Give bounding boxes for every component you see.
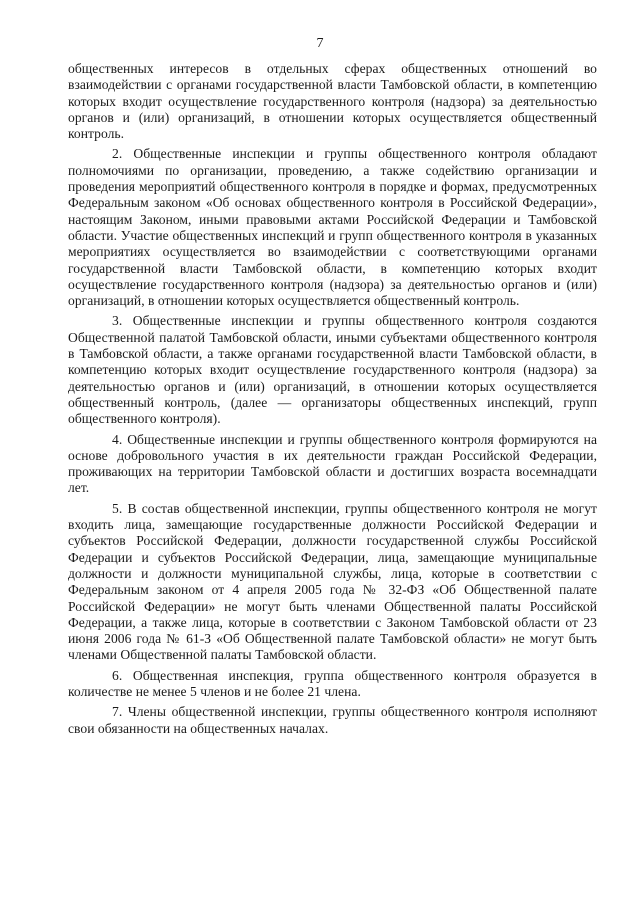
paragraph-4: 4. Общественные инспекции и группы общественного контроля формируются на основе добровольного участия в их деятельности граждан Российской Федерации, проживающих на территории Тамбовской области и достигших возраста восемнадцати лет. — [68, 431, 597, 496]
paragraph-7: 7. Члены общественной инспекции, группы общественного контроля исполняют свои обязанности на общественных началах. — [68, 704, 597, 736]
paragraph-5: 5. В состав общественной инспекции, группы общественного контроля не могут входить лица, замещающие государственные должности Российской Федерации и субъектов Российской Федерации, должности государственной службы Российской Федерации и субъектов Российской Федерации, лица, замещающие муниципальные должности и должности муниципальной службы, лица, которые в соответствии с Федеральным законом от 4 апреля 2005 года № 32-ФЗ «Об Общественной палате Российской Федерации» не могут быть членами Общественной палаты Российской Федерации, а также лица, которые в соответствии с Законом Тамбовской области от 23 июня 2006 года № 61-З «Об Общественной палате Тамбовской области» не могут быть членами Общественной палаты Тамбовской области. — [68, 500, 597, 663]
paragraph-continuation: общественных интересов в отдельных сферах общественных отношений во взаимодействии с органами государственной власти Тамбовской области, в компетенцию которых входит осуществление государственного контроля (надзора) за деятельностью органов и (или) организаций, в отношении которых осуществляется общественный контроль. — [68, 61, 597, 142]
paragraph-6: 6. Общественная инспекция, группа общественного контроля образуется в количестве не менее 5 членов и не более 21 члена. — [68, 667, 597, 699]
paragraph-3: 3. Общественные инспекции и группы общественного контроля создаются Общественной палатой Тамбовской области, иными субъектами общественного контроля в Тамбовской области, а также органами государственной власти Тамбовской области, в компетенцию которых входит осуществление государственного контроля (надзора) за деятельностью органов и (или) организаций, в отношении которых осуществляется общественный контроль, (далее — организаторы общественных инспекций, групп общественного контроля). — [68, 313, 597, 427]
page-number: 7 — [316, 36, 324, 51]
document-body — [68, 61, 597, 741]
paragraph-2: 2. Общественные инспекции и группы общественного контроля обладают полномочиями по организации, проведению, а также содействию организации и проведения мероприятий общественного контроля в порядке и формах, предусмотренных Федеральным законом «Об основах общественного контроля в Российской Федерации», настоящим Законом, иными правовыми актами Российской Федерации и Тамбовской области. Участие общественных инспекций и групп общественного контроля в указанных мероприятиях осуществляется во взаимодействии с соответствующими органами государственной власти Тамбовской области, в компетенцию которых входит осуществление государственного контроля (надзора) за деятельностью органов и (или) организаций, в отношении которых осуществляется общественный контроль. — [68, 146, 597, 309]
